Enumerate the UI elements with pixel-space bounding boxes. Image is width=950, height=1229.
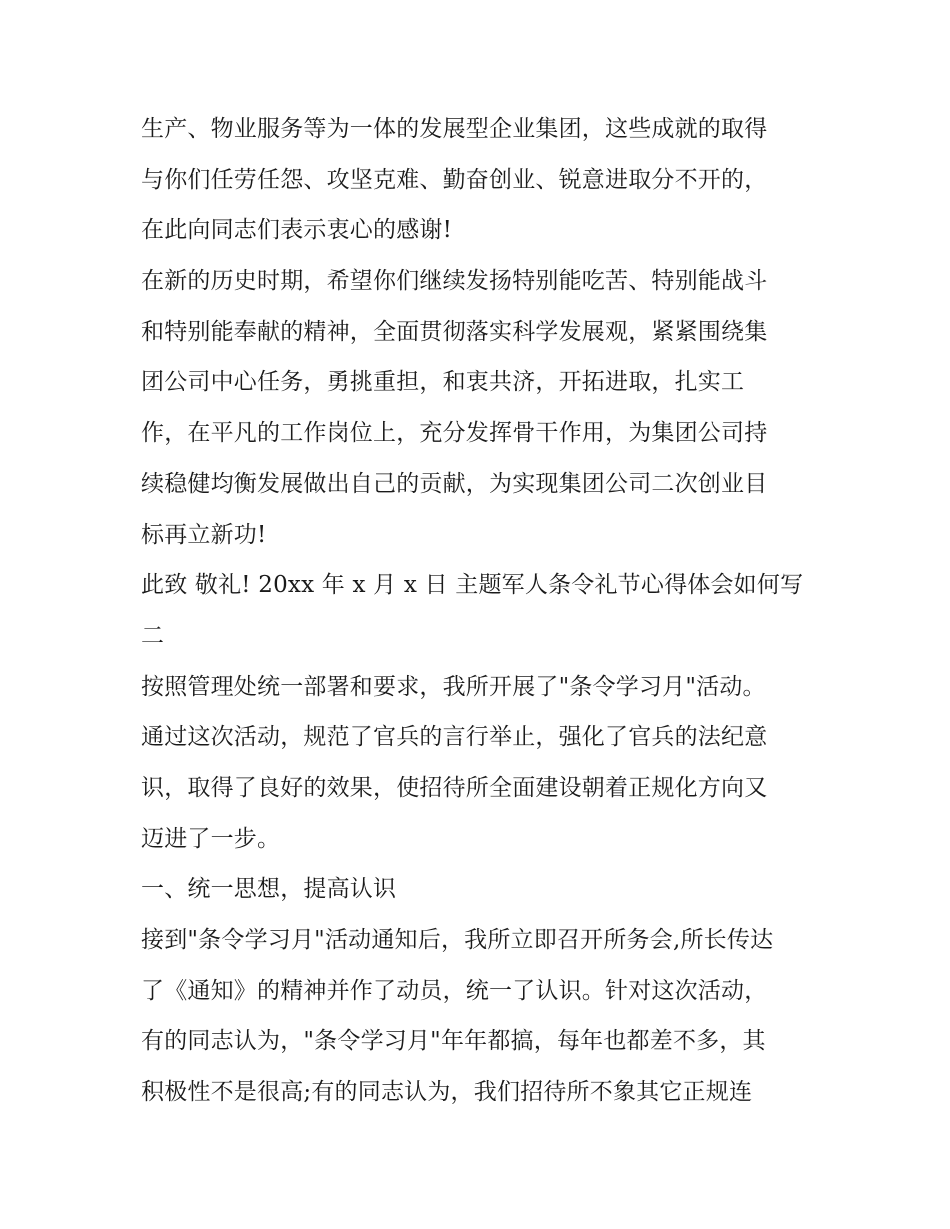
text-line: 作，在平凡的工作岗位上，充分发挥骨干作用，为集团公司持 — [141, 420, 768, 447]
text-line: 接到"条令学习月"活动通知后，我所立即召开所务会,所长传达 — [141, 927, 774, 953]
text-line: 了《通知》的精神并作了动员，统一了认识。针对这次活动， — [141, 977, 768, 1004]
text-line: 团公司中心任务，勇挑重担，和衷共济，开拓进取，扎实工 — [141, 369, 745, 396]
text-line: 有的同志认为，"条令学习月"年年都搞，每年也都差不多，其 — [141, 1028, 766, 1055]
text-line: 识，取得了良好的效果，使招待所全面建设朝着正规化方向又 — [141, 774, 768, 801]
text-line: 积极性不是很高;有的同志认为，我们招待所不象其它正规连 — [141, 1079, 753, 1106]
document-body — [141, 104, 821, 1118]
section-heading: 一、统一思想，提高认识 — [141, 876, 397, 903]
text-line: 在此向同志们表示衷心的感谢! — [141, 217, 453, 244]
text-line: 迈进了一步。 — [141, 825, 281, 852]
text-line: 和特别能奉献的精神，全面贯彻落实科学发展观，紧紧围绕集 — [141, 318, 768, 345]
text-line: 二 — [141, 622, 165, 649]
text-line: 生产、物业服务等为一体的发展型企业集团，这些成就的取得 — [141, 116, 768, 142]
text-line: 通过这次活动，规范了官兵的言行举止，强化了官兵的法纪意 — [141, 724, 768, 751]
text-line: 在新的历史时期，希望你们继续发扬特别能吃苦、特别能战斗 — [141, 268, 768, 295]
text-line: 按照管理处统一部署和要求，我所开展了"条令学习月"活动。 — [141, 673, 766, 700]
text-line: 与你们任劳任怨、攻坚克难、勤奋创业、锐意进取分不开的， — [141, 166, 768, 193]
text-line: 此致 敬礼! 20xx 年 x 月 x 日 主题军人条令礼节心得体会如何写 — [141, 572, 804, 599]
text-line: 标再立新功! — [141, 521, 267, 548]
text-line: 续稳健均衡发展做出自己的贡献，为实现集团公司二次创业目 — [141, 470, 768, 497]
